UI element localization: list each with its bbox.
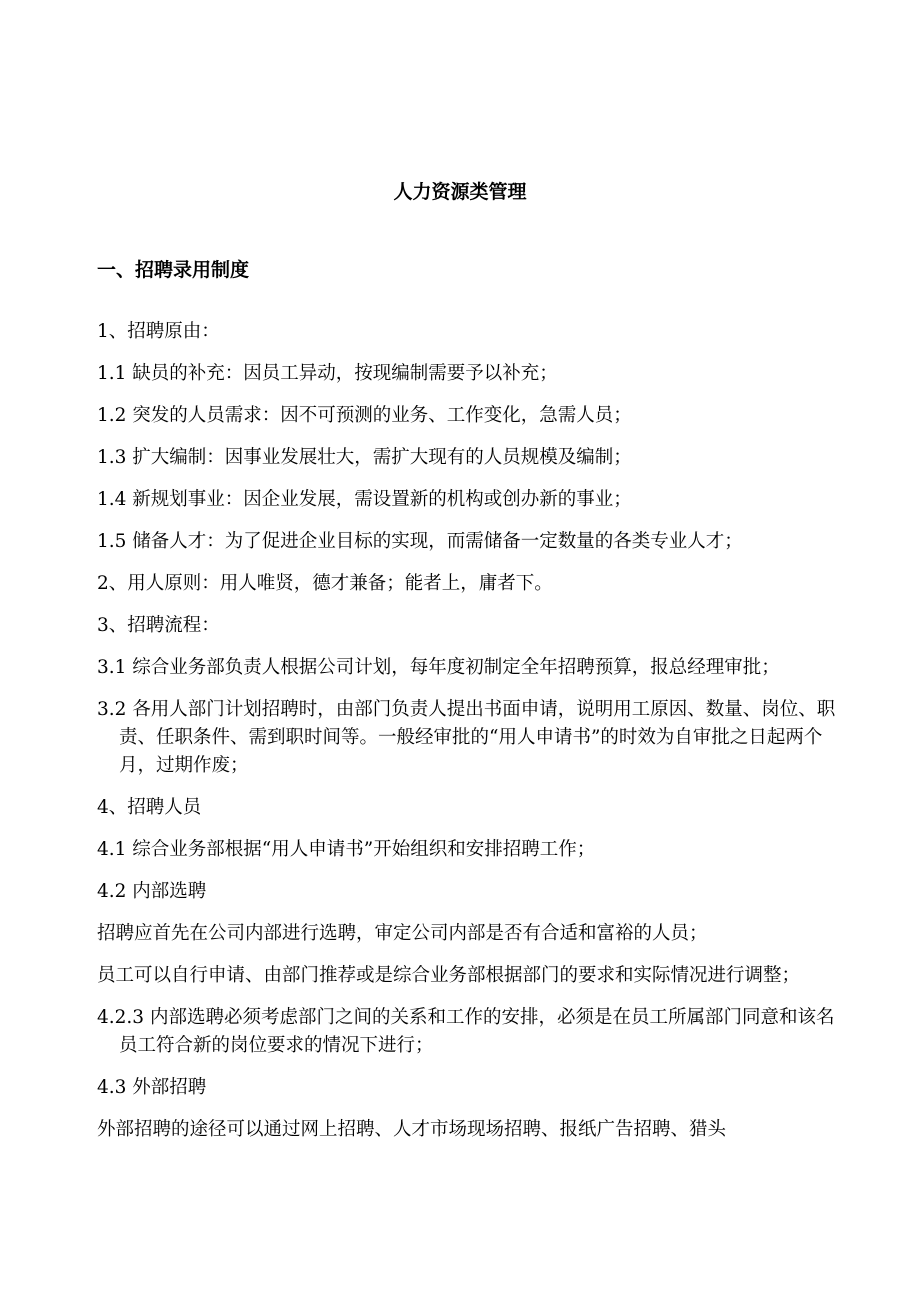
paragraph-1-1: 1.1 缺员的补充：因员工异动，按现编制需要予以补充； bbox=[97, 363, 558, 384]
paragraph-1-2: 1.2 突发的人员需求：因不可预测的业务、工作变化，急需人员； bbox=[97, 405, 632, 426]
paragraph-4: 4、招聘人员 bbox=[97, 797, 202, 818]
paragraph-2: 2、用人原则：用人唯贤，德才兼备；能者上，庸者下。 bbox=[97, 573, 553, 594]
paragraph-4-1: 4.1 综合业务部根据“用人申请书”开始组织和安排招聘工作； bbox=[97, 839, 596, 860]
paragraph-1-3: 1.3 扩大编制：因事业发展壮大，需扩大现有的人员规模及编制； bbox=[97, 447, 632, 468]
section-heading: 一、招聘录用制度 bbox=[97, 259, 250, 281]
document-title: 人力资源类管理 bbox=[393, 181, 527, 203]
paragraph-3-1: 3.1 综合业务部负责人根据公司计划，每年度初制定全年招聘预算，报总经理审批； bbox=[97, 657, 780, 678]
paragraph-1: 1、招聘原由： bbox=[97, 321, 220, 342]
paragraph-4-3: 4.3 外部招聘 bbox=[97, 1077, 207, 1098]
paragraph-4-2: 4.2 内部选聘 bbox=[97, 881, 207, 902]
paragraph-3-2: 3.2 各用人部门计划招聘时，由部门负责人提出书面申请，说明用工原因、数量、岗位、职责、任职条件、需到职时间等。一般经审批的“用人申请书”的时效为自审批之日起两个月，过期作废； bbox=[97, 699, 836, 776]
paragraph-internal-2: 员工可以自行申请、由部门推荐或是综合业务部根据部门的要求和实际情况进行调整； bbox=[97, 965, 801, 986]
paragraph-3: 3、招聘流程： bbox=[97, 615, 220, 636]
paragraph-1-4: 1.4 新规划事业：因企业发展，需设置新的机构或创办新的事业； bbox=[97, 489, 632, 510]
paragraph-4-2-3: 4.2.3 内部选聘必须考虑部门之间的关系和工作的安排，必须是在员工所属部门同意和该名员工符合新的岗位要求的情况下进行； bbox=[97, 1007, 835, 1056]
paragraph-1-5: 1.5 储备人才：为了促进企业目标的实现，而需储备一定数量的各类专业人才； bbox=[97, 531, 743, 552]
document-body bbox=[97, 318, 837, 1158]
paragraph-internal-1: 招聘应首先在公司内部进行选聘，审定公司内部是否有合适和富裕的人员； bbox=[97, 923, 708, 944]
paragraph-external: 外部招聘的途径可以通过网上招聘、人才市场现场招聘、报纸广告招聘、猎头 bbox=[97, 1119, 727, 1140]
